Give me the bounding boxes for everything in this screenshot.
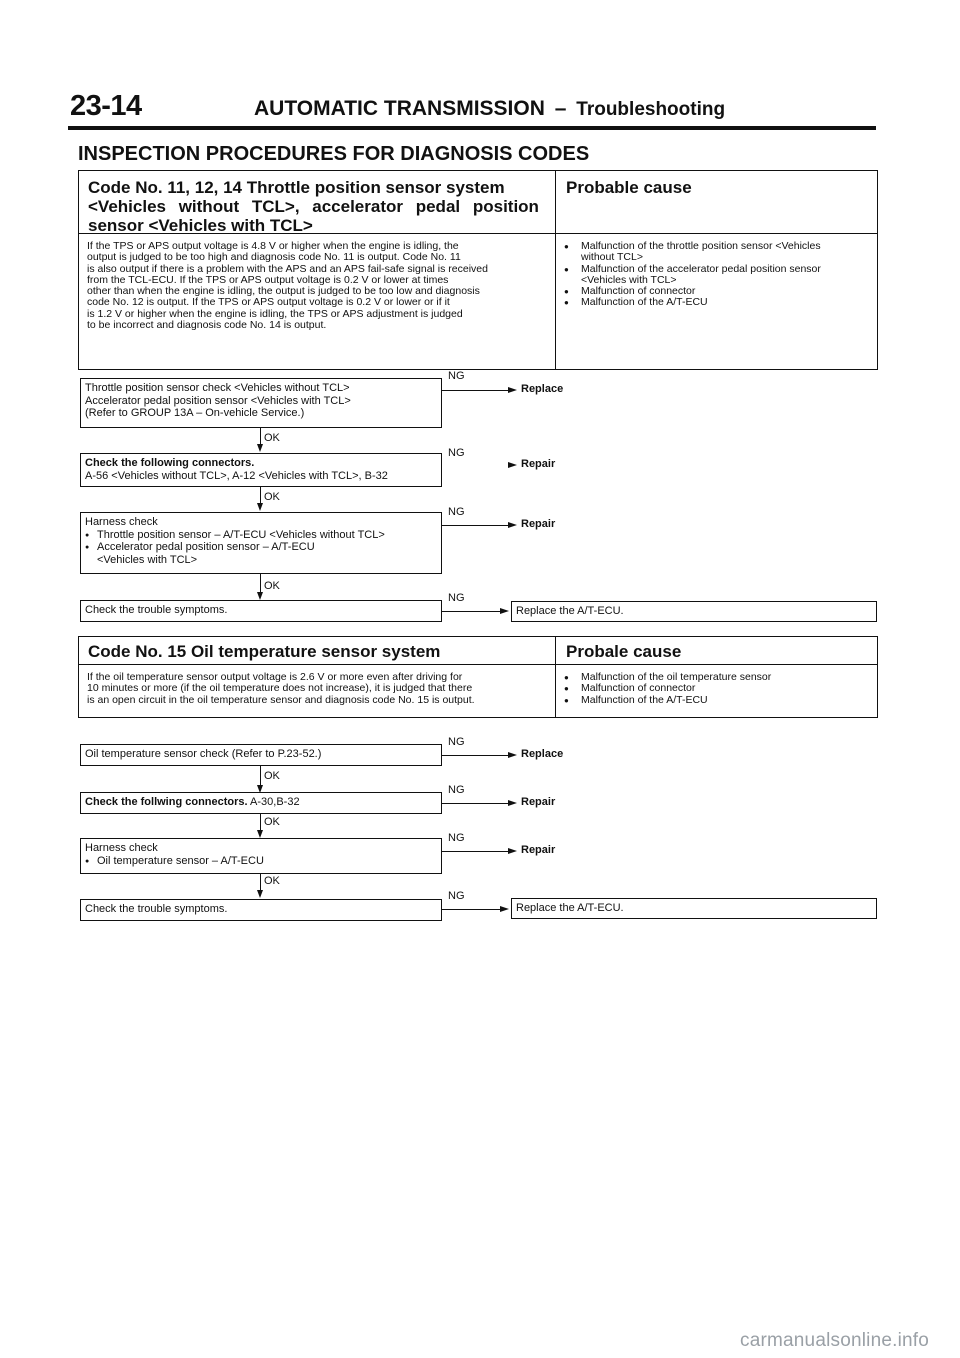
code1-header-line: sensor <Vehicles with TCL> xyxy=(88,216,313,235)
watermark: carmanualsonline.info xyxy=(740,1330,930,1351)
flow1-step3-extra: <Vehicles with TCL> xyxy=(97,553,198,566)
flow2-result-replace: Replace xyxy=(521,748,564,760)
cause-item: ● Malfunction of the A/T-ECU xyxy=(564,297,874,308)
flow2-result-repair: Repair xyxy=(521,844,556,856)
code1-desc-line: If the TPS or APS output voltage is 4.8 V or higher when the engine is idling, the xyxy=(87,240,459,252)
flow2-step2-title: Check the follwing connectors. xyxy=(85,796,248,808)
code2-divider-vertical xyxy=(555,637,556,717)
flow1-step2-box xyxy=(80,453,442,487)
ng-label: NG xyxy=(448,370,465,382)
code1-causes xyxy=(564,241,874,309)
flow1-step3-item: ● Throttle position sensor – A/T-ECU <Vehicles without TCL> xyxy=(85,529,437,542)
code2-desc-line: 10 minutes or more (if the oil temperature does not increase), it is judged that there xyxy=(87,682,473,695)
flow1-result-replace-ecu: Replace the A/T-ECU. xyxy=(516,605,624,617)
flow2-step2-rest: A-30,B-32 xyxy=(250,796,300,808)
cause-item: ● Malfunction of the oil temperature sensor xyxy=(564,672,874,683)
ng-label: NG xyxy=(448,736,465,748)
code1-desc-line: code No. 12 is output. If the TPS or APS output voltage is 0.2 V or lower or if it xyxy=(87,296,450,309)
ok-label: OK xyxy=(264,580,280,592)
code1-table xyxy=(78,170,878,370)
code1-desc-line: from the TCL-ECU. If the TPS or APS output voltage is 0.2 V or lower at times xyxy=(87,273,449,286)
flow2-result-repair: Repair xyxy=(521,796,556,808)
flow2-step3-item: ● Oil temperature sensor – A/T-ECU xyxy=(85,855,437,868)
ng-label: NG xyxy=(448,832,465,844)
flow1-result-replace-ecu-box xyxy=(511,601,877,622)
code1-divider-vertical xyxy=(555,171,556,369)
ok-arrowhead xyxy=(257,444,263,452)
flow1-step1-line: (Refer to GROUP 13A – On-vehicle Service.) xyxy=(85,407,305,419)
cause-item: ● Malfunction of the throttle position sensor <Vehicles without TCL> xyxy=(564,241,874,264)
ng-arrowhead xyxy=(508,848,517,854)
flow1-step4-text: Check the trouble symptoms. xyxy=(85,604,228,616)
ok-arrowhead xyxy=(257,592,263,600)
ng-arrowhead xyxy=(508,462,517,468)
flow1-step4-box xyxy=(80,600,442,622)
ng-arrowhead xyxy=(508,800,517,806)
flow1-step1-box xyxy=(80,378,442,428)
code2-table xyxy=(78,636,878,718)
ng-arrowhead xyxy=(500,608,509,614)
ng-arrowhead xyxy=(508,522,517,528)
header-rule xyxy=(68,126,876,130)
flow2-step4-box xyxy=(80,899,442,921)
ng-label: NG xyxy=(448,784,465,796)
ok-label: OK xyxy=(264,816,280,828)
flow2-step2-box xyxy=(80,792,442,814)
ng-label: NG xyxy=(448,447,465,459)
code2-header-right: Probale cause xyxy=(566,642,682,661)
ok-label: OK xyxy=(264,491,280,503)
code1-desc-line: output is judged to be too high and diagnosis code No. 11 is output. Code No. 11 xyxy=(87,251,461,264)
section-title: INSPECTION PROCEDURES FOR DIAGNOSIS CODES xyxy=(78,143,590,165)
ok-label: OK xyxy=(264,875,280,887)
cause-item: ● Malfunction of the A/T-ECU xyxy=(564,695,874,706)
ng-arrowhead xyxy=(508,387,517,393)
cause-item: ● Malfunction of connector xyxy=(564,286,874,297)
flow2-step2-text xyxy=(85,796,437,809)
ng-label: NG xyxy=(448,890,465,902)
ng-arrow-line xyxy=(442,755,510,756)
flow2-step3-box xyxy=(80,838,442,874)
ng-arrowhead xyxy=(508,752,517,758)
ng-arrow-line xyxy=(442,525,510,526)
code2-desc-line: If the oil temperature sensor output voltage is 2.6 V or more even after driving for xyxy=(87,671,463,683)
cause-item: ● Malfunction of the accelerator pedal position sensor <Vehicles with TCL> xyxy=(564,264,874,287)
ng-arrow-line xyxy=(442,909,502,910)
page-number: 23-14 xyxy=(70,90,142,122)
header-separator: – xyxy=(554,97,567,120)
ng-arrow-line xyxy=(442,390,510,391)
code2-header-left: Code No. 15 Oil temperature sensor system xyxy=(88,642,441,661)
flow2-step1-box xyxy=(80,744,442,766)
code1-header-line: <Vehicles without TCL>, accelerator pedal position xyxy=(88,197,539,216)
flow1-result-replace: Replace xyxy=(521,383,564,395)
code1-desc-line: to be incorrect and diagnosis code No. 14 is output. xyxy=(87,319,327,332)
flow1-result-repair: Repair xyxy=(521,458,556,470)
code2-desc-line: is an open circuit in the oil temperature sensor and diagnosis code No. 15 is output. xyxy=(87,693,475,706)
code1-header-line: Code No. 11, 12, 14 Throttle position sensor system xyxy=(88,178,505,197)
flow2-step4-text: Check the trouble symptoms. xyxy=(85,903,228,915)
ok-arrowhead xyxy=(257,830,263,838)
ok-label: OK xyxy=(264,770,280,782)
code1-description xyxy=(87,241,551,331)
ng-arrow-line xyxy=(442,803,510,804)
flow2-step1-text: Oil temperature sensor check (Refer to P.23-52.) xyxy=(85,748,322,760)
code1-header-right: Probable cause xyxy=(566,178,692,197)
flow1-step3-box xyxy=(80,512,442,574)
cause-item: ● Malfunction of connector xyxy=(564,683,874,694)
header-title-text: AUTOMATIC TRANSMISSION xyxy=(254,97,545,120)
header-subtitle: Troubleshooting xyxy=(576,99,726,120)
ok-arrowhead xyxy=(257,503,263,511)
ng-label: NG xyxy=(448,506,465,518)
flow1-step3-title: Harness check xyxy=(85,516,158,528)
code2-divider-horizontal xyxy=(79,664,877,665)
code2-description xyxy=(87,672,551,706)
code1-desc-line: is 1.2 V or higher when the engine is idling, the TPS or APS adjustment is judged xyxy=(87,307,463,320)
ng-arrowhead xyxy=(500,906,509,912)
flow2-result-replace-ecu: Replace the A/T-ECU. xyxy=(516,902,624,914)
code1-desc-line: other than when the engine is idling, the output is judged to be too low and diagnosis xyxy=(87,285,480,298)
flow1-step3-item: ● Accelerator pedal position sensor – A/T-ECU xyxy=(85,541,437,554)
ok-arrowhead xyxy=(257,890,263,898)
flow1-step2-line: A-56 <Vehicles without TCL>, A-12 <Vehicles with TCL>, B-32 xyxy=(85,469,388,482)
ok-arrow-line xyxy=(260,766,261,787)
ok-label: OK xyxy=(264,432,280,444)
ok-arrow-line xyxy=(260,574,261,594)
ng-arrow-line xyxy=(442,611,502,612)
ng-label: NG xyxy=(448,592,465,604)
page-header-title xyxy=(254,97,725,121)
flow1-result-repair: Repair xyxy=(521,518,556,530)
flow2-step3-title: Harness check xyxy=(85,842,158,854)
code2-causes xyxy=(564,672,874,706)
flow1-step1-line: Throttle position sensor check <Vehicles without TCL> xyxy=(85,382,350,394)
code1-header-left xyxy=(88,178,550,235)
code1-desc-line: is also output if there is a problem with the APS and an APS fail-safe signal is received xyxy=(87,262,488,275)
flow2-result-replace-ecu-box xyxy=(511,898,877,919)
flow1-step2-title: Check the following connectors. xyxy=(85,457,255,469)
flow1-step1-line: Accelerator pedal position sensor <Vehicles with TCL> xyxy=(85,394,351,407)
ng-arrow-line xyxy=(442,851,510,852)
